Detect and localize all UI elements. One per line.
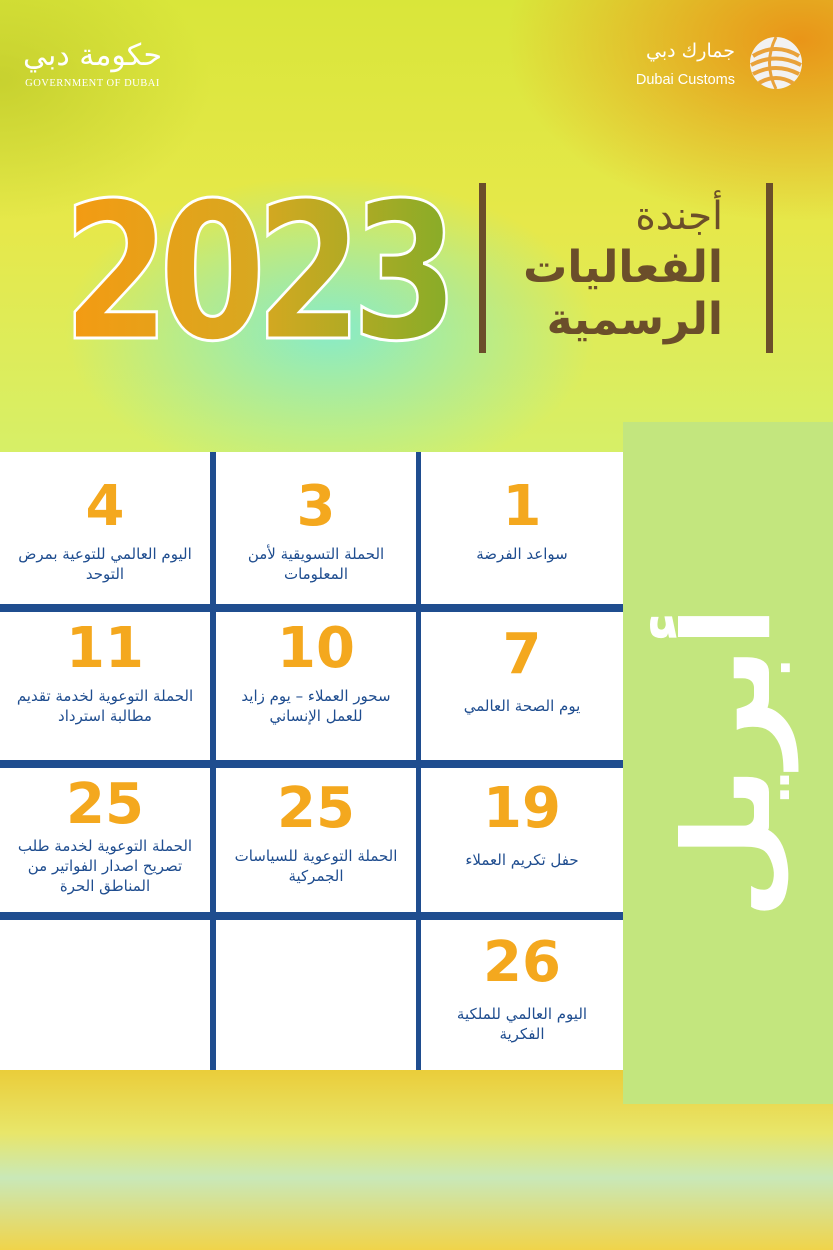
title-divider-left (479, 183, 486, 353)
event-cell (216, 768, 416, 912)
event-cell (0, 612, 210, 760)
event-cell (216, 452, 416, 604)
event-cell (421, 920, 623, 1070)
month-name (653, 572, 803, 952)
title-line-official: الرسمية (546, 294, 723, 345)
event-cell (0, 768, 210, 912)
event-title: الحملة التوعوية لخدمة طلب تصريح اصدار الفواتير من المناطق الحرة (17, 837, 193, 895)
event-day: 7 (502, 622, 542, 687)
event-day: 26 (483, 930, 561, 995)
event-cell (421, 452, 623, 604)
empty-cell (216, 920, 416, 1070)
event-title: الحملة التسويقية لأمن المعلومات (247, 545, 385, 583)
government-logo-english: GOVERNMENT OF DUBAI (25, 78, 160, 89)
empty-cell (0, 920, 210, 1070)
event-cell (0, 452, 210, 604)
page-title (493, 192, 723, 346)
event-day: 4 (85, 474, 125, 539)
government-logo-arabic: حكومة دبي (22, 38, 162, 73)
event-cell (216, 612, 416, 760)
event-day: 19 (483, 776, 561, 841)
event-title: اليوم العالمي للملكية الفكرية (456, 1005, 588, 1043)
event-day: 25 (277, 776, 355, 841)
event-day: 25 (66, 772, 144, 837)
year-text: 2023 (62, 162, 448, 383)
customs-logo-english: Dubai Customs (635, 72, 735, 88)
month-label: أبريل (658, 605, 798, 919)
customs-logo-arabic: جمارك دبي (646, 40, 735, 62)
event-day: 3 (296, 474, 336, 539)
event-title: سواعد الفرضة (476, 545, 568, 563)
event-cell (421, 612, 623, 760)
government-of-dubai-logo (20, 36, 165, 96)
year-graphic (55, 162, 455, 383)
event-day: 10 (277, 616, 355, 681)
title-line-agenda: أجندة (635, 194, 723, 239)
event-title: الحملة التوعوية لخدمة تقديم مطالبة استرداد (16, 687, 194, 725)
month-panel (623, 422, 833, 1104)
calendar-grid (0, 452, 623, 1070)
event-day: 11 (66, 616, 144, 681)
event-cell (421, 768, 623, 912)
title-divider-right (766, 183, 773, 353)
dubai-customs-logo (615, 34, 805, 94)
event-title: سحور العملاء – يوم زايد للعمل الإنساني (241, 687, 391, 725)
globe-icon (747, 34, 805, 92)
event-title: الحملة التوعوية للسياسات الجمركية (234, 847, 398, 885)
event-title: حفل تكريم العملاء (465, 851, 579, 869)
event-day: 1 (502, 474, 542, 539)
event-title: اليوم العالمي للتوعية بمرض التوحد (18, 545, 192, 583)
title-line-events: الفعاليات (523, 242, 723, 293)
event-title: يوم الصحة العالمي (463, 697, 581, 715)
